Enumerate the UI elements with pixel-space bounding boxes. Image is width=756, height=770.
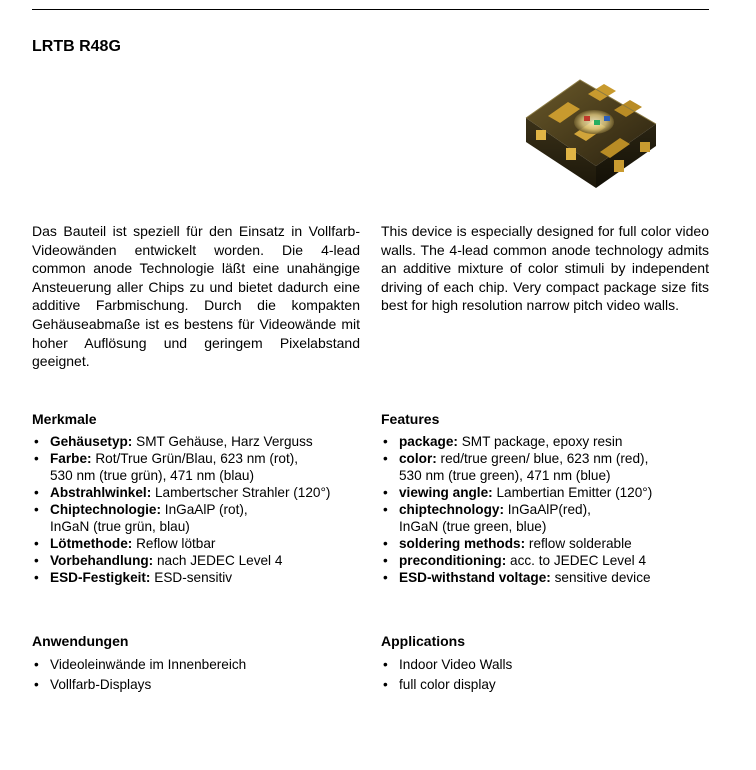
description-de: Das Bauteil ist speziell für den Einsatz in Vollfarb-Videowänden entwickelt worden. Die 4-lead common anode Technologie läßt eine unahängige Ansteuerung aller Chips zu und bietet dadurch eine additive Farbmischung. Durch die kompakten Gehäuseabmaße ist es bestens für Videowände mit hoher Auflösung und geringem Pixelabstand geeignet. — [32, 223, 360, 370]
list-item: • Vorbehandlung: nach JEDEC Level 4 — [32, 552, 372, 569]
list-item: • package: SMT package, epoxy resin — [381, 433, 721, 450]
anwendungen-list — [32, 655, 362, 694]
merkmale-heading: Merkmale — [32, 411, 97, 427]
features-heading: Features — [381, 411, 440, 427]
list-item: • Videoleinwände im Innenbereich — [32, 655, 362, 675]
page-title: LRTB R48G — [32, 38, 121, 55]
merkmale-list — [32, 433, 372, 586]
description-en: This device is especially designed for full color video walls. The 4-lead common anode technology admits an additive mixture of color stimuli by independent driving of each chip. Very compact package size fits best for high resolution narrow pitch video walls. — [381, 223, 709, 314]
list-item: • chiptechnology: InGaAlP(red), InGaN (true green, blue) — [381, 501, 721, 535]
list-item: • Chiptechnologie: InGaAlP (rot), InGaN (true grün, blau) — [32, 501, 372, 535]
led-chip-photo-icon — [518, 60, 662, 195]
list-item: • Abstrahlwinkel: Lambertscher Strahler (120°) — [32, 484, 372, 501]
list-item: • preconditioning: acc. to JEDEC Level 4 — [381, 552, 721, 569]
list-item: • Gehäusetyp: SMT Gehäuse, Harz Verguss — [32, 433, 372, 450]
list-item: • Indoor Video Walls — [381, 655, 711, 675]
applications-heading: Applications — [381, 633, 466, 649]
applications-list — [381, 655, 711, 694]
list-item: • Lötmethode: Reflow lötbar — [32, 535, 372, 552]
features-list — [381, 433, 721, 586]
list-item: • viewing angle: Lambertian Emitter (120°) — [381, 484, 721, 501]
anwendungen-heading: Anwendungen — [32, 633, 129, 649]
list-item: • ESD-withstand voltage: sensitive device — [381, 569, 721, 586]
list-item: • color: red/true green/ blue, 623 nm (red), 530 nm (true green), 471 nm (blue) — [381, 450, 721, 484]
list-item: • Vollfarb-Displays — [32, 675, 362, 695]
top-rule — [32, 9, 709, 10]
list-item: • soldering methods: reflow solderable — [381, 535, 721, 552]
list-item: • Farbe: Rot/True Grün/Blau, 623 nm (rot), 530 nm (true grün), 471 nm (blau) — [32, 450, 372, 484]
list-item: • full color display — [381, 675, 711, 695]
list-item: • ESD-Festigkeit: ESD-sensitiv — [32, 569, 372, 586]
